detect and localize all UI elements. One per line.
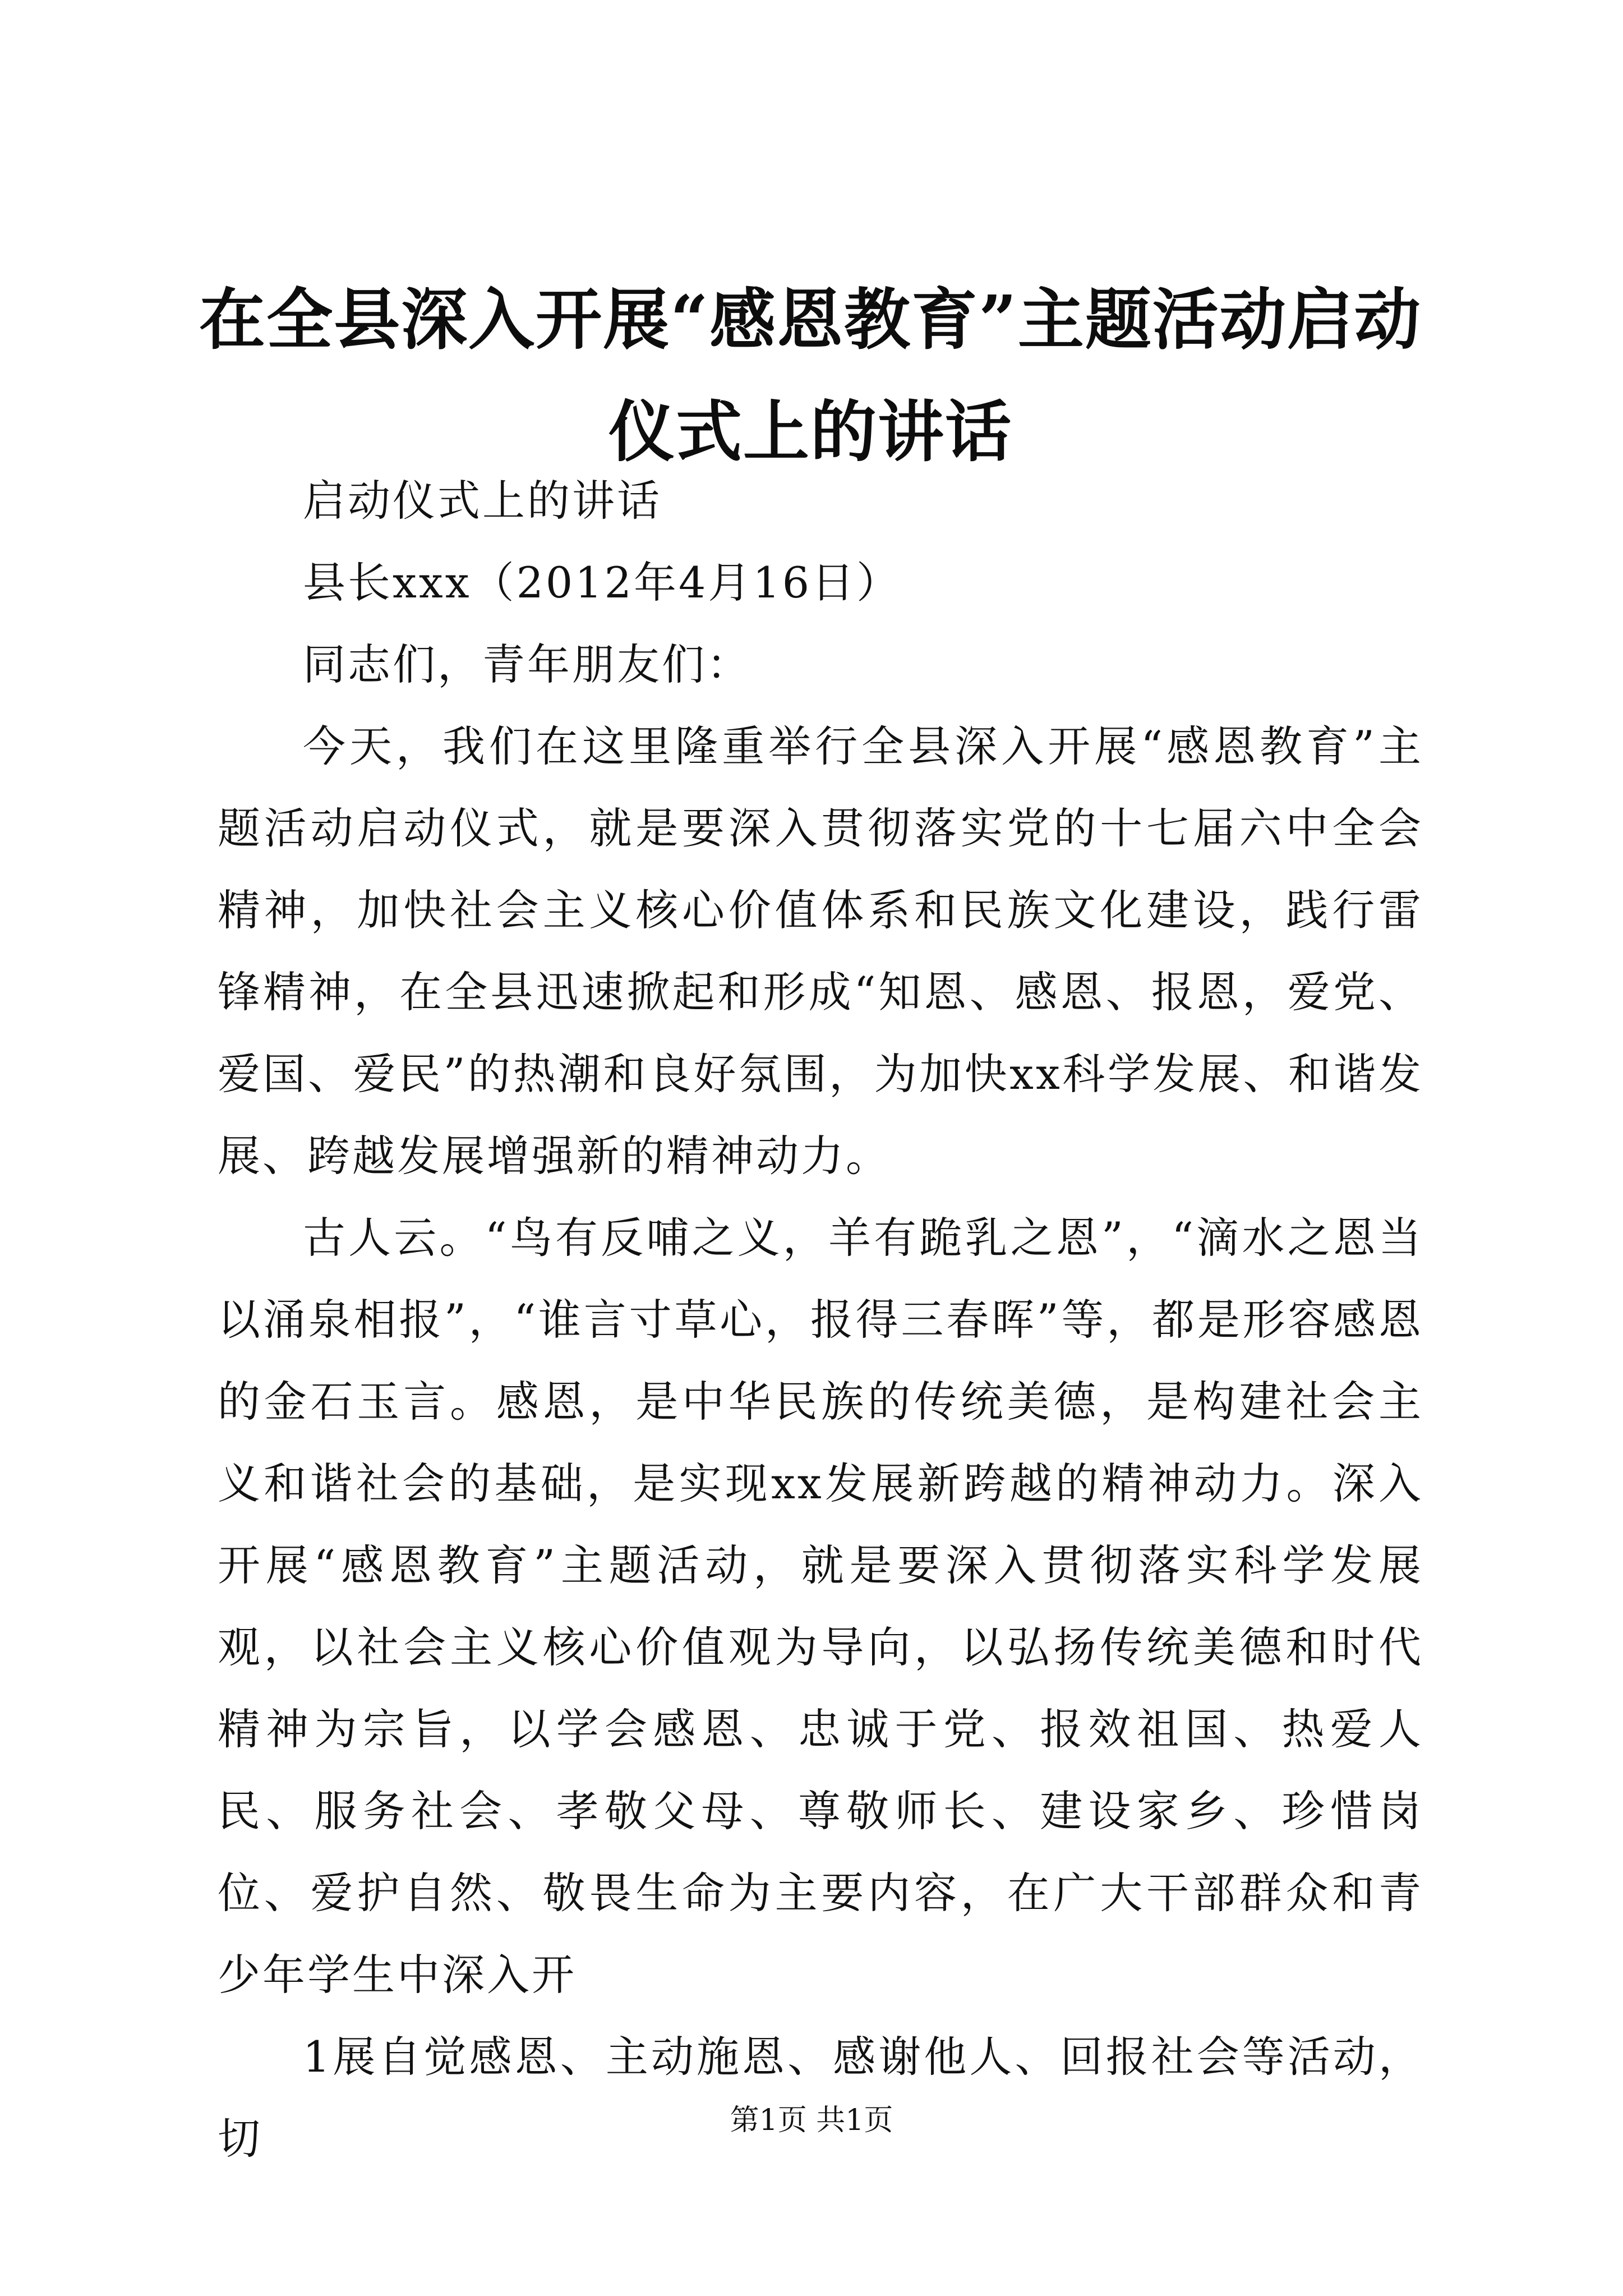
salutation-paragraph: 同志们，青年朋友们： (303, 639, 751, 689)
speaker-date-paragraph: 县长xxx（2012年4月16日） (303, 558, 902, 608)
body-paragraph: 1展自觉感恩、主动施恩、感谢他人、回报社会等活动，切 (218, 2032, 1423, 2164)
document-title: 在全县深入开展“感恩教育”主题活动启动仪式上的讲话 (199, 280, 1422, 471)
document-body (218, 460, 1423, 2180)
body-paragraph: 今天，我们在这里隆重举行全县深入开展“感恩教育”主题活动启动仪式，就是要深入贯彻落实党的十七届六中全会精神，加快社会主义核心价值体系和民族文化建设，践行雷锋精神，在全县迅速掀起和形成“知恩、感恩、报恩，爱党、爱国、爱民”的热潮和良好氛围，为加快xx科学发展、和谐发展、跨越发展增强新的精神动力。 (218, 721, 1423, 1181)
subtitle-paragraph: 启动仪式上的讲话 (303, 476, 662, 526)
page-footer: 第1页 共1页 (730, 2104, 893, 2137)
body-paragraph: 古人云。“鸟有反哺之义，羊有跪乳之恩”，“滴水之恩当以涌泉相报”，“谁言寸草心，报得三春晖”等，都是形容感恩的金石玉言。感恩，是中华民族的传统美德，是构建社会主义和谐社会的基础，是实现xx发展新跨越的精神动力。深入开展“感恩教育”主题活动，就是要深入贯彻落实科学发展观，以社会主义核心价值观为导向，以弘扬传统美德和时代精神为宗旨，以学会感恩、忠诚于党、报效祖国、热爱人民、服务社会、孝敬父母、尊敬师长、建设家乡、珍惜岗位、爱护自然、敬畏生命为主要内容，在广大干部群众和青少年学生中深入开 (218, 1213, 1423, 2000)
